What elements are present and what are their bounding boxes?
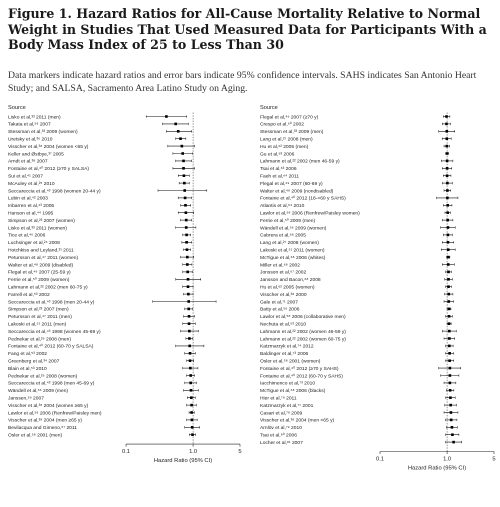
study-label: Arndt et al,³⁸ 2007 <box>8 159 48 165</box>
hazard-ratio-marker <box>448 352 451 355</box>
hazard-ratio-marker <box>447 285 450 288</box>
x-tick-label: 5 <box>492 456 496 463</box>
study-label: Uretsky et al,³⁶ 2010 <box>8 137 53 143</box>
study-label: Flegal et al,⁴⁹ 2007 (60-69 y) <box>260 181 323 187</box>
study-label: Lahmann et al,²² 2002 (women 60-75 y) <box>260 337 346 343</box>
study-label: Takata et al,⁵⁸ 2007 <box>8 122 51 128</box>
hazard-ratio-marker <box>447 293 450 296</box>
figure-title: Figure 1. Hazard Ratios for All-Cause Mortality Relative to Normal Weight in Studies That Used Measured Data for Participants With a Body Mass Index of 25 to Less Than 30 <box>8 6 487 52</box>
hazard-ratio-marker <box>182 167 185 170</box>
x-tick-label: 1.0 <box>443 456 452 463</box>
study-label: Baldinger et al,⁷³ 2006 <box>260 352 309 358</box>
hazard-ratio-marker <box>447 256 450 259</box>
study-label: Hier et al,⁷⁸ 2011 <box>260 396 297 402</box>
study-label: Osler et al,⁵⁸ 2001 (women) <box>260 359 321 365</box>
study-label: Gale et al,⁷¹ 2007 <box>260 300 298 306</box>
hazard-ratio-marker <box>447 278 450 281</box>
hazard-ratio-marker <box>452 441 455 444</box>
hazard-ratio-marker <box>449 374 452 377</box>
study-label: Lisko et al,³³ 2011 (men) <box>8 115 61 121</box>
hazard-ratio-marker <box>185 241 188 244</box>
study-label: Lawlor et al,⁵⁸ 2006 (collaborative men) <box>260 315 346 321</box>
study-label: Wändell et al,⁵⁶ 2009 (men) <box>8 389 69 395</box>
hazard-ratio-marker <box>185 219 188 222</box>
study-label: Seccareccia et al,⁴³ 1998 (men 45-69 y) <box>8 381 95 387</box>
x-axis-label: Hazard Ratio (95% CI) <box>407 465 467 472</box>
hazard-ratio-marker <box>447 271 450 274</box>
study-label: Sui et al,⁴¹ 2007 <box>8 174 43 180</box>
hazard-ratio-marker <box>186 248 189 251</box>
hazard-ratio-marker <box>182 160 185 163</box>
hazard-ratio-marker <box>446 189 449 192</box>
hazard-ratio-marker <box>188 337 191 340</box>
study-label: Lakoski et al,⁵¹ 2011 (men) <box>8 322 67 328</box>
study-label: Iacchimenco et al,⁷³ 2010 <box>260 381 316 387</box>
hazard-ratio-marker <box>189 374 192 377</box>
study-label: Walter et al,⁴⁸ 2009 (nondisabled) <box>260 189 334 195</box>
hazard-ratio-marker <box>451 426 454 429</box>
study-label: Walter et al,⁴⁸ 2009 (disabled) <box>8 263 74 269</box>
hazard-ratio-marker <box>448 330 451 333</box>
study-label: Crespo et al,⁶⁰ 2002 <box>260 122 304 128</box>
source-column-header: Source <box>260 105 278 111</box>
hazard-ratio-marker <box>181 152 184 155</box>
hazard-ratio-marker <box>446 182 449 185</box>
x-tick-label: 5 <box>238 449 242 456</box>
hazard-ratio-marker <box>450 419 453 422</box>
hazard-ratio-marker <box>191 419 194 422</box>
study-label: Stessman et al,³³ 2009 (men) <box>260 130 324 136</box>
study-label: Seccareccia et al,⁴³ 1998 (men 20-44 y) <box>8 300 95 306</box>
hazard-ratio-marker <box>189 367 192 370</box>
figure-subtitle: Data markers indicate hazard ratios and error bars indicate 95% confidence intervals. SAHS indicates San Antonio Heart Study; and SALSA, Sacramento Area Latino Study on Aging. <box>8 70 477 94</box>
hazard-ratio-marker <box>183 189 186 192</box>
study-label: Arnlöv et al,⁷⁹ 2010 <box>260 426 302 432</box>
study-label: Visscher et al,³⁸ 2004 (men <65 y) <box>260 418 335 424</box>
study-label: Petursson et al,⁴⁷ 2011 (women) <box>8 255 79 261</box>
study-label: Visscher et al,³⁸ 2004 (women <65 y) <box>8 144 89 150</box>
hazard-ratio-marker <box>188 330 191 333</box>
hazard-ratio-marker <box>191 433 194 436</box>
study-label: Fontaine et al,⁴⁰ 2012 (60-70 y SAHS) <box>260 374 343 380</box>
study-label: Visscher et al,³⁸ 2004 (men ≥65 y) <box>8 418 82 424</box>
hazard-ratio-marker <box>447 226 450 229</box>
hazard-ratio-marker <box>446 197 449 200</box>
hazard-ratio-marker <box>447 263 450 266</box>
hazard-ratio-marker <box>177 130 180 133</box>
study-label: Wändell et al,⁵⁶ 2009 (women) <box>260 226 327 232</box>
hazard-ratio-marker <box>446 145 449 148</box>
study-label: Inbarren et al,⁴³ 2005 <box>8 204 55 210</box>
study-label: Lang et al,²⁷ 2008 (men) <box>260 137 313 143</box>
study-label: Gu et al,⁶³ 2006 <box>260 152 295 158</box>
study-label: Miller et al,⁶⁸ 2002 <box>260 263 300 269</box>
hazard-ratio-marker <box>165 115 168 118</box>
hazard-ratio-marker <box>183 182 186 185</box>
x-tick-label: 1.0 <box>189 449 198 456</box>
hazard-ratio-marker <box>190 411 193 414</box>
hazard-ratio-marker <box>446 160 449 163</box>
study-label: Jansson and Bacon,⁶⁸ 2008 <box>260 278 321 284</box>
study-label: Faeh et al,⁶⁴ 2011 <box>260 174 300 180</box>
hazard-ratio-marker <box>183 174 186 177</box>
study-label: Pednekar et al,²⁹ 2008 (women) <box>8 374 78 380</box>
hazard-ratio-marker <box>446 211 449 214</box>
hazard-ratio-marker <box>448 322 451 325</box>
hazard-ratio-marker <box>448 315 451 318</box>
study-label: Lubin et al,⁴² 2003 <box>8 196 48 202</box>
hazard-ratio-marker <box>188 315 191 318</box>
hazard-ratio-marker <box>449 367 452 370</box>
hazard-ratio-marker <box>447 300 450 303</box>
x-tick-label: 0.1 <box>121 449 131 456</box>
hazard-ratio-marker <box>447 248 450 251</box>
study-label: Blain et al,⁵³ 2010 <box>8 366 47 372</box>
hazard-ratio-marker <box>186 256 189 259</box>
study-label: Hanson et al,⁴⁴ 1995 <box>8 211 54 217</box>
study-label: McTigue et al,⁶⁸ 2006 (blacks) <box>260 389 326 395</box>
study-label: Fontaine et al,⁴⁰ 2012 (≥70 y SAHS) <box>260 366 339 372</box>
hazard-ratio-marker <box>446 152 449 155</box>
study-label: Keller and Østbye,³⁷ 2005 <box>8 152 64 158</box>
study-label: Fontaine et al,⁴⁰ 2012 (60-70 y SALSA) <box>8 344 94 350</box>
study-label: Lisko et al,³³ 2011 (women) <box>8 226 67 232</box>
study-label: Osler et al,⁵⁸ 2001 (men) <box>8 433 63 439</box>
study-label: Janssen,⁵⁹ 2007 <box>8 396 44 402</box>
study-label: Flegal et al,⁴⁹ 2007 (≥70 y) <box>260 115 319 121</box>
study-label: Visscher et al,³⁸ 2000 <box>260 292 307 298</box>
study-label: Cabrera et al,⁶⁸ 2005 <box>260 233 306 239</box>
hazard-ratio-marker <box>449 382 452 385</box>
study-label: Hotchkiss and Leyland,³¹ 2011 <box>8 248 74 254</box>
study-label: Flegal et al,⁴⁹ 2007 (25-59 y) <box>8 270 71 276</box>
hazard-ratio-marker <box>191 426 194 429</box>
x-tick-label: 0.1 <box>375 456 385 463</box>
hazard-ratio-marker <box>450 411 453 414</box>
hazard-ratio-marker <box>448 308 451 311</box>
study-label: Katzmarzyk et al,⁷⁴ 2012 <box>260 344 314 350</box>
study-label: Seccareccia et al,⁴³ 1998 (women 20-44 y) <box>8 189 101 195</box>
study-label: Jonsson et al,⁶⁷ 2002 <box>260 270 307 276</box>
hazard-ratio-marker <box>179 137 182 140</box>
hazard-ratio-marker <box>449 404 452 407</box>
hazard-ratio-marker <box>446 167 449 170</box>
hazard-ratio-marker <box>446 137 449 140</box>
hazard-ratio-marker <box>445 115 448 118</box>
study-label: Stessman et al,³³ 2009 (women) <box>8 130 78 136</box>
hazard-ratio-marker <box>190 389 193 392</box>
study-label: Fang et al,⁵³ 2002 <box>8 352 48 358</box>
study-label: Farrell et al,⁵³ 2002 <box>8 292 50 298</box>
hazard-ratio-marker <box>190 396 193 399</box>
source-column-header: Source <box>8 105 26 111</box>
hazard-ratio-marker <box>187 300 190 303</box>
study-label: Tsai et al,⁶³ 2006 <box>260 167 297 173</box>
study-label: Lahmann et al,²² 2002 (men 46-59 y) <box>260 159 340 165</box>
hazard-ratio-marker <box>189 352 192 355</box>
hazard-ratio-marker <box>449 389 452 392</box>
study-label: Lawlor et al,⁵⁸ 2006 (Renfrew/Paisley women) <box>260 211 360 217</box>
hazard-ratio-marker <box>451 433 454 436</box>
hazard-ratio-marker <box>185 234 188 237</box>
hazard-ratio-marker <box>185 226 188 229</box>
hazard-ratio-marker <box>446 204 449 207</box>
study-label: Lahmann et al,²² 2002 (men 60-75 y) <box>8 285 88 291</box>
hazard-ratio-marker <box>447 241 450 244</box>
study-label: Tice et al,⁴⁶ 2006 <box>8 233 46 239</box>
study-label: Lakoski et al,⁵¹ 2011 (women) <box>260 248 325 254</box>
study-label: Lang et al,²⁷ 2008 (women) <box>260 241 319 247</box>
study-label: Visscher et al,³⁸ 2004 (women ≥65 y) <box>8 403 89 409</box>
study-label: Locher et al,⁸¹ 2007 <box>260 440 303 446</box>
hazard-ratio-marker <box>186 271 189 274</box>
hazard-ratio-marker <box>187 278 190 281</box>
hazard-ratio-marker <box>188 345 191 348</box>
study-label: Simpson et al,²³ 2007 (men) <box>8 307 69 313</box>
hazard-ratio-marker <box>448 345 451 348</box>
hazard-ratio-marker <box>448 337 451 340</box>
study-label: Lahmann et al,²² 2002 (women 46-59 y) <box>260 329 346 335</box>
hazard-ratio-marker <box>448 359 451 362</box>
study-label: Atlantis et al,⁶⁴ 2010 <box>260 204 305 210</box>
hazard-ratio-marker <box>446 174 449 177</box>
hazard-ratio-marker <box>446 130 449 133</box>
hazard-ratio-marker <box>174 123 177 126</box>
study-label: McTigue et al,⁶⁸ 2006 (whites) <box>260 255 326 261</box>
hazard-ratio-marker <box>445 123 448 126</box>
study-label: Fontaine et al,⁴⁰ 2012 (18-<60 y SAHS) <box>260 196 346 202</box>
study-label: Bevilacqua and Gimeno,⁵⁷ 2011 <box>8 426 77 432</box>
study-label: Ferrie et al,⁵⁰ 2009 (men) <box>260 218 316 224</box>
hazard-ratio-marker <box>190 404 193 407</box>
hazard-ratio-marker <box>181 145 184 148</box>
hazard-ratio-marker <box>189 382 192 385</box>
study-label: Ferrie et al,⁵⁰ 2009 (women) <box>8 278 70 284</box>
study-label: Seccareccia et al,⁴³ 1998 (women 45-69 y) <box>8 329 101 335</box>
hazard-ratio-marker <box>446 219 449 222</box>
study-label: Tsai et al,⁸⁰ 2006 <box>260 433 297 439</box>
study-label: Luchsinger et al,²⁴ 2008 <box>8 241 60 247</box>
hazard-ratio-marker <box>185 211 188 214</box>
hazard-ratio-marker <box>187 293 190 296</box>
study-label: Hu et al,⁶² 2005 (women) <box>260 285 315 291</box>
hazard-ratio-marker <box>449 396 452 399</box>
study-label: Batty et al,⁵⁹ 2006 <box>260 307 300 313</box>
study-label: Katzmarzyk et al,⁷⁷ 2001 <box>260 403 314 409</box>
hazard-ratio-marker <box>186 263 189 266</box>
study-label: Simpson et al,²³ 2007 (women) <box>8 218 75 224</box>
hazard-ratio-marker <box>189 359 192 362</box>
hazard-ratio-marker <box>187 285 190 288</box>
study-label: Nechuta et al,⁵³ 2010 <box>260 322 307 328</box>
study-label: Fontaine et al,⁴⁰ 2012 (≥70 y SALSA) <box>8 167 89 173</box>
study-label: McAuley et al,²⁵ 2010 <box>8 181 55 187</box>
x-axis-label: Hazard Ratio (95% CI) <box>153 458 213 465</box>
study-label: Hu et al,⁶² 2005 (men) <box>260 144 309 150</box>
hazard-ratio-marker <box>447 234 450 237</box>
hazard-ratio-marker <box>184 204 187 207</box>
study-label: Casari et al,⁷⁸ 2009 <box>260 411 303 417</box>
study-label: Petursson et al,⁴⁷ 2011 (men) <box>8 315 72 321</box>
study-label: Pednekar et al,²⁹ 2008 (men) <box>8 337 71 343</box>
study-label: Greenberg et al,³⁴ 2007 <box>8 359 60 365</box>
hazard-ratio-marker <box>188 322 191 325</box>
hazard-ratio-marker <box>184 197 187 200</box>
study-label: Lawlor et al,⁵⁸ 2006 (Renfrew/Paisley men) <box>8 411 102 417</box>
hazard-ratio-marker <box>187 308 190 311</box>
